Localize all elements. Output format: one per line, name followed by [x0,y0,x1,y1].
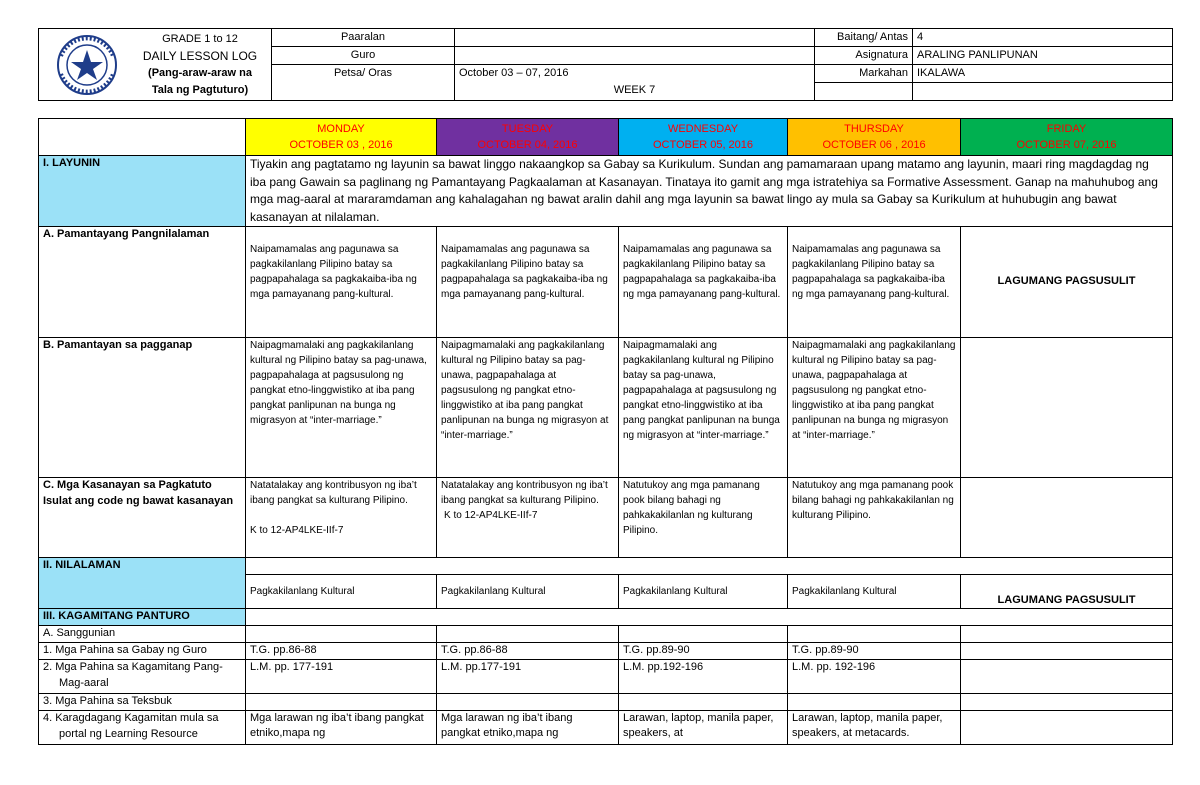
mag-aaral-tuesday: L.M. pp.177-191 [437,660,619,694]
pamantayan-sa-pagganap-label: B. Pamantayan sa pagganap [39,338,246,478]
rowB-tuesday: Naipagmamalaki ang pagkakilanlang kultural ng Pilipino batay sa pag-unawa, pagpapahalaga at pagsusulong ng pangkat etno-linggwistiko at iba pang pangkat panlipunan na bunga ng migrasyon at “inter-marriage.” [437,338,619,478]
guro-value [455,47,815,65]
corner-cell [39,119,246,156]
guro-label: Guro [272,47,455,65]
kasanayan-text: Natatalakay ang kontribusyon ng iba’t ibang pangkat sa kulturang Pilipino. [441,480,608,506]
kasanayan-label-2: Isulat ang code ng bawat kasanayan [43,494,234,507]
header-logo-cell [39,29,272,101]
grades-label: GRADE 1 to 12 [162,33,238,45]
karagdagan-wednesday: Larawan, laptop, manila paper, speakers, at [619,711,788,745]
week-label: WEEK 7 [613,84,656,96]
header-table [38,28,1173,101]
kasanayan-text: Natatalakay ang kontribusyon ng iba’t ibang pangkat sa kulturang Pilipino. [250,480,417,506]
label-line-2: Mag-aaral [59,676,109,689]
day-header-thursday [788,119,961,156]
empty-cell [246,626,437,643]
rowB-monday: Naipagmamalaki ang pagkakilanlang kultural ng Pilipino batay sa pag-unawa, pagpapahalaga at pagsusulong ng pangkat etno-linggwistiko at iba pang pangkat panlipunan na bunga ng migrasyon at “inter-marriage.” [246,338,437,478]
day-date: OCTOBER 05, 2016 [652,139,754,151]
rowA-friday: LAGUMANG PAGSUSULIT [961,227,1173,338]
gabay-guro-friday [961,643,1173,660]
rowB-thursday: Naipagmamalaki ang pagkakilanlang kultural ng Pilipino batay sa pag-unawa, pagpapahalaga at pagsusulong ng pangkat etno-linggwistiko at iba pang pangkat panlipunan na bunga ng migrasyon at “inter-marriage.” [788,338,961,478]
karagdagan-thursday: Larawan, laptop, manila paper, speakers, at metacards. [788,711,961,745]
sanggunian-label: A. Sanggunian [39,626,246,643]
petsa-label: Petsa/ Oras [272,65,455,101]
asignatura-value: ARALING PANLIPUNAN [913,47,1173,65]
paaralan-label: Paaralan [272,29,455,47]
paaralan-value [455,29,815,47]
nilalaman-label: II. NILALAMAN [39,558,246,609]
rowB-friday [961,338,1173,478]
day-name: FRIDAY [1046,123,1087,135]
day-header-wednesday [619,119,788,156]
rowA-wednesday: Naipamamalas ang pagunawa sa pagkakilanlang Pilipino batay sa pagpapahalaga sa pagkakaiba-iba ng mga pamayanang pang-kultural. [619,227,788,338]
gabay-guro-monday: T.G. pp.86-88 [246,643,437,660]
lesson-table [38,118,1173,745]
day-date: OCTOBER 06 , 2016 [822,139,926,151]
dll-subtitle-2: Tala ng Pagtuturo) [151,84,249,96]
rowA-thursday: Naipamamalas ang pagunawa sa pagkakilanlang Pilipino batay sa pagpapahalaga sa pagkakaiba-iba ng mga pamayanang pang-kultural. [788,227,961,338]
day-date: OCTOBER 03 , 2016 [289,139,393,151]
day-header-friday [961,119,1173,156]
label-line-2: portal ng Learning Resource [59,727,198,740]
markahan-label: Markahan [815,65,913,83]
markahan-value: IKALAWA [913,65,1173,83]
empty-cell [619,694,788,711]
rowC-friday [961,478,1173,558]
kagamitang-mag-aaral-label [39,660,246,694]
dll-subtitle-1: (Pang-araw-araw na [148,67,252,79]
kasanayan-label-1: C. Mga Kasanayan sa Pagkatuto [43,479,212,491]
dll-title: DAILY LESSON LOG [142,49,258,63]
karagdagan-monday: Mga larawan ng iba’t ibang pangkat etniko,mapa ng [246,711,437,745]
day-header-tuesday [437,119,619,156]
karagdagan-tuesday: Mga larawan ng iba’t ibang pangkat etniko,mapa ng [437,711,619,745]
empty-cell [437,626,619,643]
day-name: THURSDAY [844,123,904,135]
deped-seal-icon [51,34,123,96]
asignatura-label: Asignatura [815,47,913,65]
rowA-tuesday: Naipamamalas ang pagunawa sa pagkakilanlang Pilipino batay sa pagpapahalaga sa pagkakaiba-iba ng mga pamayanang pang-kultural. [437,227,619,338]
pamantayang-pangnilalaman-label: A. Pamantayang Pangnilalaman [39,227,246,338]
empty-cell [961,626,1173,643]
empty-cell [246,694,437,711]
label-line-1: 4. Karagdagang Kagamitan mula sa [43,712,219,724]
kasanayan-code: K to 12-AP4LKE-IIf-7 [250,525,344,536]
rowC-tuesday [437,478,619,558]
kagamitan-spacer [246,609,1173,626]
baitang-label: Baitang/ Antas [815,29,913,47]
layunin-text: Tiyakin ang pagtatamo ng layunin sa bawat linggo nakaangkop sa Gabay sa Kurikulum. Sundan ang pamamaraan upang matamo ang layunin, maari ring magdagdag ng iba pang Gawain sa paglinang ng Pamantayang Pagkaalaman at Kasanayan. Tinataya ito gamit ang mga istratehiya sa Formative Assessment. Ganap na mahuhubog ang mga mag-aaral at mararamdaman ang kahalagahan ng bawat aralin dahil ang mga layunin sa bawat lingo ay mula sa Gabay sa Kurikulum at huhubugin ang bawat kasanayan at nilalaman. [246,156,1173,227]
petsa-cell [455,65,815,101]
day-name: TUESDAY [501,123,554,135]
karagdagang-kagamitan-label [39,711,246,745]
gabay-guro-thursday: T.G. pp.89-90 [788,643,961,660]
header-title-block [135,31,265,99]
petsa-value: October 03 – 07, 2016 [459,67,569,79]
nilalaman-monday: Pagkakilanlang Kultural [246,575,437,609]
nilalaman-friday: LAGUMANG PAGSUSULIT [961,575,1173,609]
empty-cell [788,626,961,643]
mag-aaral-wednesday: L.M. pp.192-196 [619,660,788,694]
teksbuk-label: 3. Mga Pahina sa Teksbuk [39,694,246,711]
empty-cell [815,83,913,101]
kasanayan-code: K to 12-AP4LKE-IIf-7 [444,510,538,521]
day-date: OCTOBER 04, 2016 [477,139,578,151]
empty-cell [619,626,788,643]
nilalaman-thursday: Pagkakilanlang Kultural [788,575,961,609]
rowB-wednesday: Naipagmamalaki ang pagkakilanlang kultural ng Pilipino batay sa pag-unawa, pagpapahalaga at pagsusulong ng pangkat etno-linggwistiko at iba pang pangkat panlipunan na bunga ng migrasyon at “inter-marriage.” [619,338,788,478]
day-header-monday [246,119,437,156]
mag-aaral-friday [961,660,1173,694]
nilalaman-wednesday: Pagkakilanlang Kultural [619,575,788,609]
gabay-guro-tuesday: T.G. pp.86-88 [437,643,619,660]
day-name: WEDNESDAY [667,123,739,135]
label-line-1: 2. Mga Pahina sa Kagamitang Pang- [43,661,223,673]
gabay-guro-wednesday: T.G. pp.89-90 [619,643,788,660]
rowC-wednesday: Natutukoy ang mga pamanang pook bilang bahagi ng pahkakakilanlan ng kulturang Pilipino. [619,478,788,558]
mag-aaral-thursday: L.M. pp. 192-196 [788,660,961,694]
mga-kasanayan-label [39,478,246,558]
mag-aaral-monday: L.M. pp. 177-191 [246,660,437,694]
rowC-thursday: Natutukoy ang mga pamanang pook bilang bahagi ng pahkakakilanlan ng kulturang Pilipino. [788,478,961,558]
nilalaman-spacer [246,558,1173,575]
baitang-value: 4 [913,29,1173,47]
karagdagan-friday [961,711,1173,745]
empty-cell [961,694,1173,711]
nilalaman-tuesday: Pagkakilanlang Kultural [437,575,619,609]
rowA-monday: Naipamamalas ang pagunawa sa pagkakilanlang Pilipino batay sa pagpapahalaga sa pagkakaiba-iba ng mga pamayanang pang-kultural. [246,227,437,338]
layunin-label: I. LAYUNIN [39,156,246,227]
empty-cell [913,83,1173,101]
rowC-monday [246,478,437,558]
kagamitan-label: III. KAGAMITANG PANTURO [39,609,246,626]
day-date: OCTOBER 07, 2016 [1016,139,1117,151]
empty-cell [437,694,619,711]
gabay-guro-label: 1. Mga Pahina sa Gabay ng Guro [39,643,246,660]
empty-cell [788,694,961,711]
day-name: MONDAY [317,123,365,135]
